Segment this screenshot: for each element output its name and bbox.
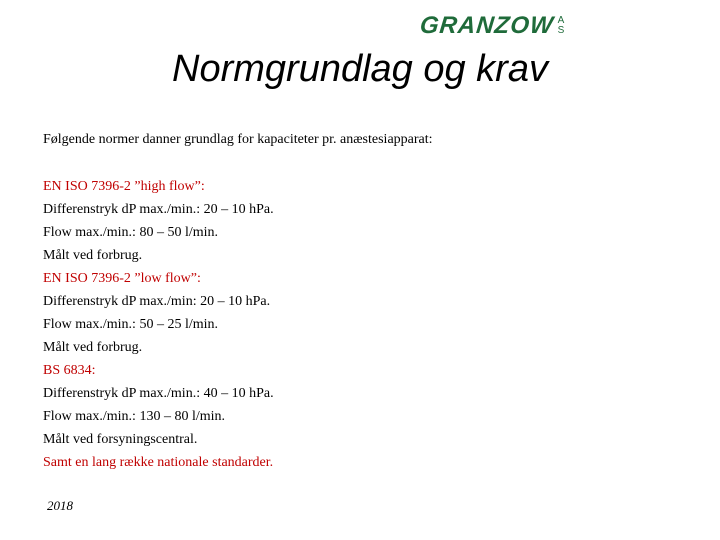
- list-line: Flow max./min.: 130 – 80 l/min.: [43, 409, 226, 424]
- list-line: EN ISO 7396-2 ”high flow”:: [43, 179, 205, 194]
- list-line: Målt ved forbrug.: [43, 340, 143, 355]
- footer-year: 2018: [47, 498, 73, 513]
- logo-suffix-top: A: [557, 15, 565, 26]
- list-line: Flow max./min.: 50 – 25 l/min.: [43, 317, 219, 332]
- list-line: Differenstryk dP max./min: 20 – 10 hPa.: [43, 294, 271, 309]
- list-line: Differenstryk dP max./min.: 40 – 10 hPa.: [43, 386, 274, 401]
- list-line: Flow max./min.: 80 – 50 l/min.: [43, 225, 219, 240]
- list-line: EN ISO 7396-2 ”low flow”:: [43, 271, 201, 286]
- intro-text: Følgende normer danner grundlag for kapaciteter pr. anæstesiapparat:: [43, 132, 433, 147]
- logo-wordmark: GRANZOW: [418, 12, 556, 39]
- granzow-logo: [420, 14, 564, 38]
- logo-suffix: [558, 16, 565, 36]
- list-line: Differenstryk dP max./min.: 20 – 10 hPa.: [43, 202, 274, 217]
- list-line: Målt ved forsyningscentral.: [43, 432, 198, 447]
- list-line: BS 6834:: [43, 363, 96, 378]
- standards-list: [43, 175, 274, 474]
- list-line: Samt en lang række nationale standarder.: [43, 455, 274, 470]
- logo-suffix-bottom: S: [557, 25, 565, 36]
- page-title: Normgrundlag og krav: [172, 48, 548, 90]
- list-line: Målt ved forbrug.: [43, 248, 143, 263]
